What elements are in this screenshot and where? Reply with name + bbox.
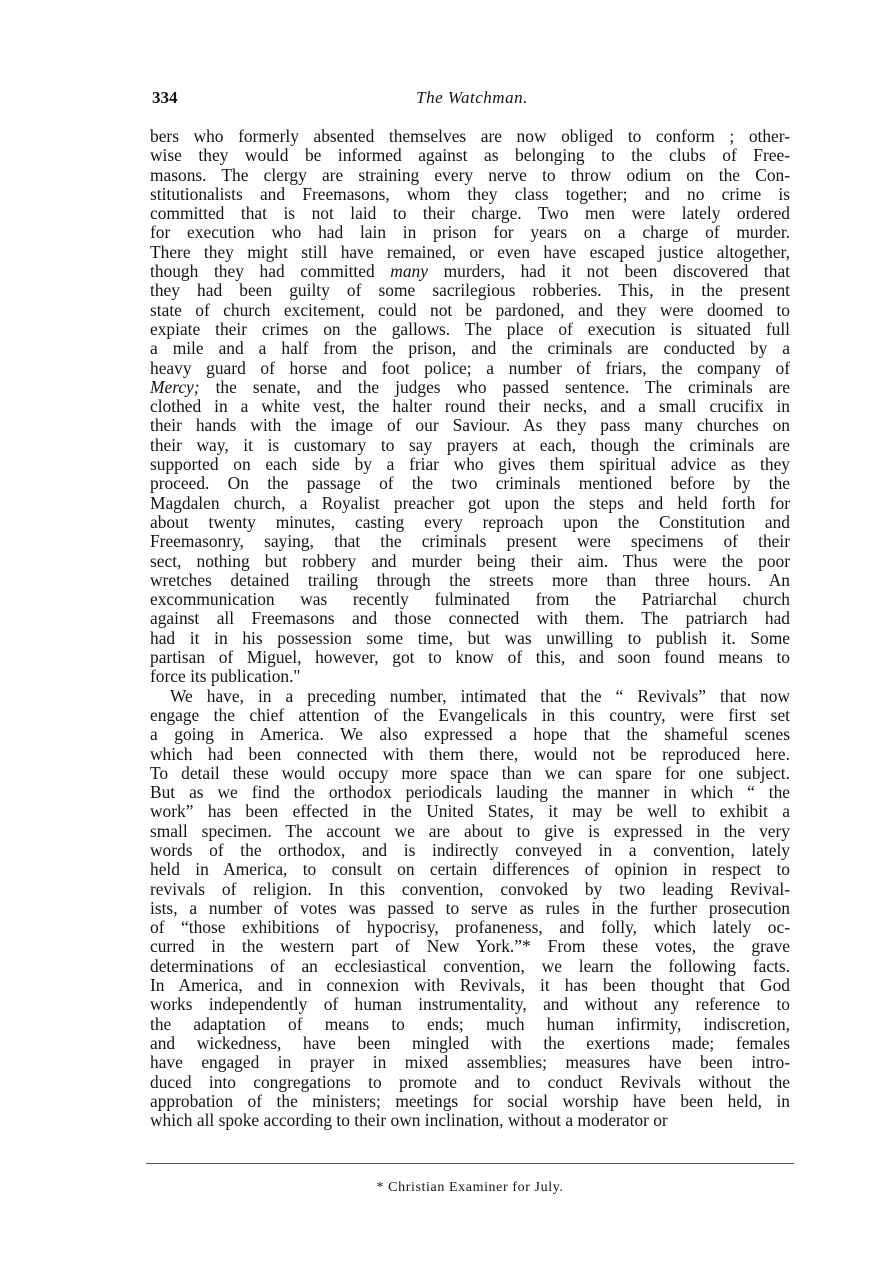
text-line: bers who formerly absented themselves are now obliged to conform ; other-: [150, 126, 790, 146]
text-line: their way, it is customary to say prayers at each, though the criminals are: [150, 434, 790, 455]
text-line: duced into congregations to promote and to conduct Revivals without the: [150, 1071, 790, 1092]
text-line: To detail these would occupy more space than we can spare for one subject.: [150, 762, 790, 783]
text-line: which had been connected with them there, would not be reproduced here.: [150, 743, 790, 764]
text-line: proceed. On the passage of the two criminals mentioned before by the: [150, 473, 790, 494]
text-line: revivals of religion. In this convention, convoked by two leading Revival-: [150, 878, 790, 899]
text-line: determinations of an ecclesiastical convention, we learn the following facts.: [150, 955, 790, 976]
body-text: [150, 127, 790, 1130]
text-line: force its publication.": [150, 666, 301, 687]
text-line: of “those exhibitions of hypocrisy, profaneness, and folly, which lately oc-: [150, 917, 790, 938]
text-line: clothed in a white vest, the halter round their necks, and a small crucifix in: [150, 396, 790, 417]
text-line: curred in the western part of New York.”* From these votes, the grave: [150, 936, 790, 957]
text-line: and wickedness, have been mingled with the exertions made; females: [150, 1032, 790, 1053]
text-line: a mile and a half from the prison, and the criminals are conducted by a: [150, 338, 790, 359]
text-line: But as we find the orthodox periodicals lauding the manner in which “ the: [150, 782, 790, 803]
text-line: work” has been effected in the United States, it may be well to exhibit a: [150, 801, 790, 822]
footnote-rule: [146, 1163, 794, 1164]
text-line: against all Freemasons and those connected with them. The patriarch had: [150, 608, 790, 629]
text-line: they had been guilty of some sacrilegious robberies. This, in the present: [150, 280, 790, 301]
text-line: works independently of human instrumentality, and without any reference to: [150, 994, 790, 1015]
text-line: sect, nothing but robbery and murder being their aim. Thus were the poor: [150, 550, 790, 571]
text-line: the adaptation of means to ends; much human infirmity, indiscretion,: [150, 1013, 790, 1034]
text-line: ists, a number of votes was passed to serve as rules in the further prosecution: [150, 897, 790, 918]
text-line: state of church excitement, could not be pardoned, and they were doomed to: [150, 299, 790, 320]
text-line: We have, in a preceding number, intimated that the “ Revivals” that now: [170, 685, 790, 706]
text-line: Magdalen church, a Royalist preacher got upon the steps and held forth for: [150, 492, 790, 513]
text-line: held in America, to consult on certain differences of opinion in respect to: [150, 859, 790, 880]
text-line: committed that is not laid to their charge. Two men were lately ordered: [150, 203, 790, 224]
text-line: engage the chief attention of the Evangelicals in this country, were first set: [150, 704, 790, 725]
text-line: heavy guard of horse and foot police; a number of friars, the company of: [150, 357, 790, 378]
text-line: small specimen. The account we are about to give is expressed in the very: [150, 820, 790, 841]
text-line: masons. The clergy are straining every nerve to throw odium on the Con-: [150, 164, 790, 185]
text-line: had it in his possession some time, but was unwilling to publish it. Some: [150, 627, 790, 648]
text-line: excommunication was recently fulminated from the Patriarchal church: [150, 589, 790, 610]
running-title: The Watchman.: [416, 88, 528, 107]
text-line: wise they would be informed against as belonging to the clubs of Free-: [150, 145, 790, 166]
text-line: have engaged in prayer in mixed assemblies; measures have been intro-: [150, 1052, 790, 1073]
text-line: for execution who had lain in prison for years on a charge of murder.: [150, 222, 790, 243]
text-line: expiate their crimes on the gallows. The place of execution is situated full: [150, 318, 790, 339]
footnote: * Christian Examiner for July.: [376, 1180, 564, 1195]
text-line: wretches detained trailing through the streets more than three hours. An: [150, 569, 790, 590]
text-line: words of the orthodox, and is indirectly conveyed in a convention, lately: [150, 839, 790, 860]
running-header: [152, 88, 792, 112]
text-line: a going in America. We also expressed a hope that the shameful scenes: [150, 724, 790, 745]
text-line: In America, and in connexion with Revivals, it has been thought that God: [150, 975, 790, 996]
text-line: which all spoke according to their own inclination, without a moderator or: [150, 1110, 668, 1131]
text-line: partisan of Miguel, however, got to know of this, and soon found means to: [150, 647, 790, 668]
text-line: Freemasonry, saying, that the criminals present were specimens of their: [150, 531, 790, 552]
page-number: 334: [152, 88, 178, 107]
text-line: approbation of the ministers; meetings for social worship have been held, in: [150, 1090, 790, 1111]
text-line: their hands with the image of our Saviour. As they pass many churches on: [150, 415, 790, 436]
text-line: about twenty minutes, casting every reproach upon the Constitution and: [150, 511, 790, 532]
text-line: though they had committed many murders, had it not been discovered that: [150, 261, 790, 282]
text-line: Mercy; the senate, and the judges who passed sentence. The criminals are: [150, 376, 790, 397]
text-line: supported on each side by a friar who gives them spiritual advice as they: [150, 454, 790, 475]
text-line: There they might still have remained, or even have escaped justice altogether,: [150, 241, 790, 262]
text-line: stitutionalists and Freemasons, whom they class together; and no crime is: [150, 183, 790, 204]
